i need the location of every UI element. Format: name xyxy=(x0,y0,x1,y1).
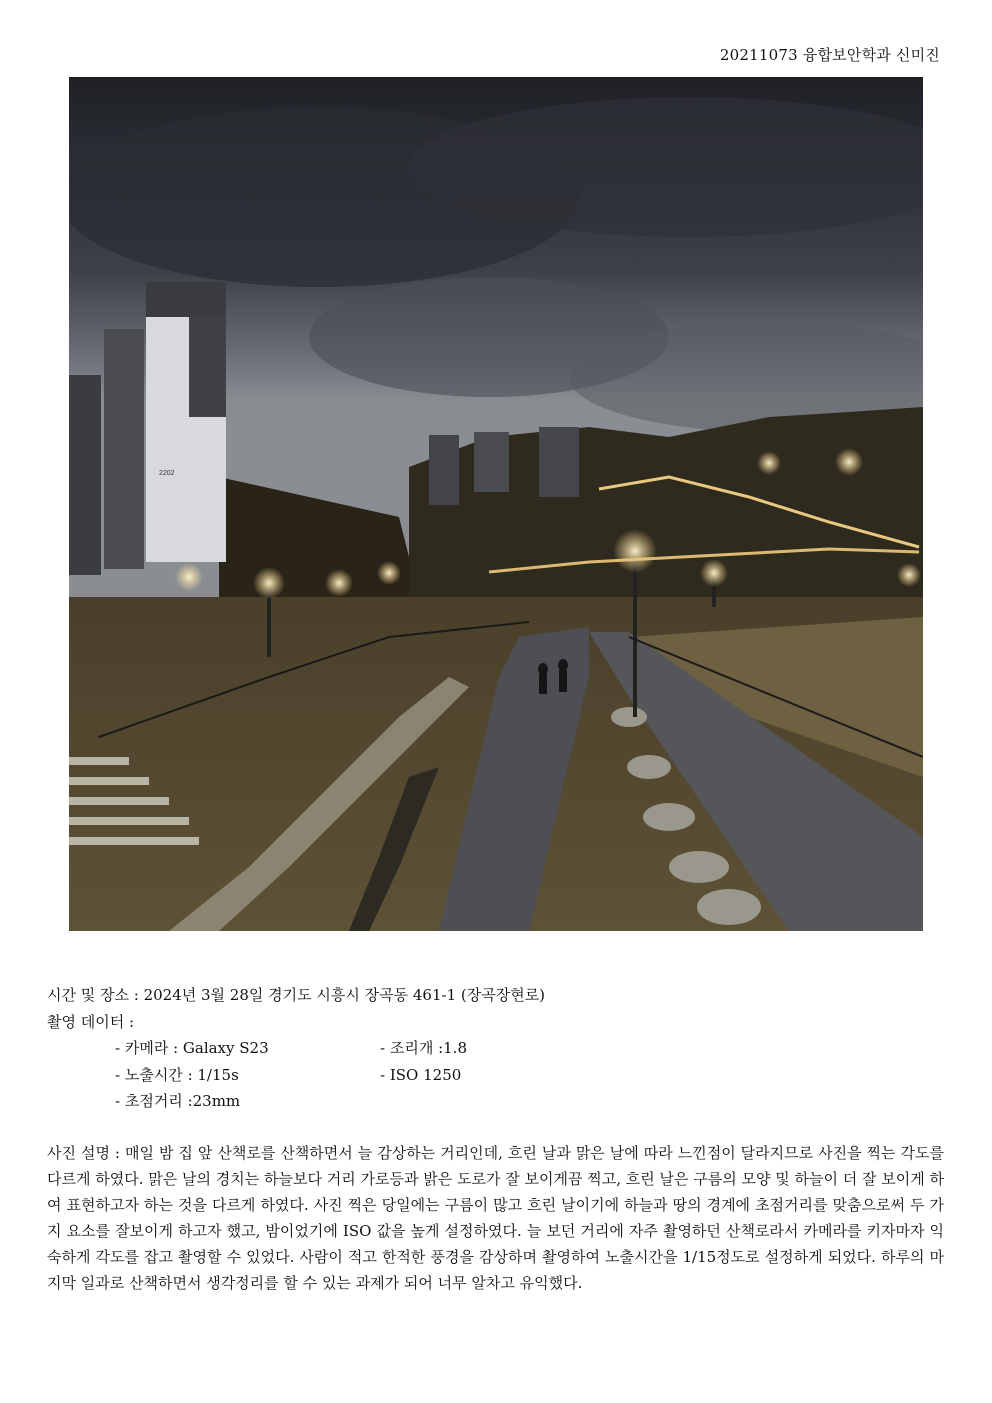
exposure-info: - 노출시간 : 1/15s xyxy=(115,1065,239,1084)
time-place-value: 2024년 3월 28일 경기도 시흥시 장곡동 461-1 (장곡장현로) xyxy=(143,986,546,1004)
time-place-label: 시간 및 장소 : xyxy=(47,986,144,1004)
focal-info: - 초점거리 :23mm xyxy=(115,1092,241,1110)
shoot-data-grid xyxy=(115,1035,580,1115)
time-place-row xyxy=(47,982,580,1009)
shoot-data-label: 촬영 데이터 : xyxy=(47,1012,135,1031)
author-header: 20211073 융합보안학과 신미진 xyxy=(719,46,940,64)
aperture-info: - 조리개 :1.8 xyxy=(380,1039,467,1057)
camera-info: - 카메라 : Galaxy S23 xyxy=(115,1039,269,1057)
building-number: 2202 xyxy=(159,470,175,477)
iso-info: - ISO 1250 xyxy=(380,1065,462,1084)
night-walkway-photo xyxy=(69,77,923,931)
photo-info xyxy=(47,982,580,1115)
photo-description: 사진 설명 : 매일 밤 집 앞 산책로를 산책하면서 늘 감상하는 거리인데, 흐린 날과 맑은 날에 따라 느낀점이 달라지므로 사진을 찍는 각도를 다르게 하였다. 맑은 날의 경치는 하늘보다 거리 가로등과 밝은 도로가 잘 보이게끔 찍고, 흐린 날은 구름의 모양 및 하늘이 더 잘 보이게 하여 표현하고자 하는 것을 다르게 하였다. 사진 찍은 당일에는 구름이 많고 흐린 날이기에 하늘과 땅의 경계에 초점거리를 맞춤으로써 두 가지 요소를 잘보이게 하고자 했고, 밤이었기에 ISO 값을 높게 설정하였다. 늘 보던 거리에 자주 촬영하던 산책로라서 카메라를 키자마자 익숙하게 각도를 잡고 촬영할 수 있었다. 사람이 적고 한적한 풍경을 감상하며 촬영하여 노출시간을 1/15정도로 설정하게 되었다. 하루의 마지막 일과로 산책하면서 생각정리를 할 수 있는 과제가 되어 너무 알차고 유익했다. xyxy=(47,1144,944,1292)
